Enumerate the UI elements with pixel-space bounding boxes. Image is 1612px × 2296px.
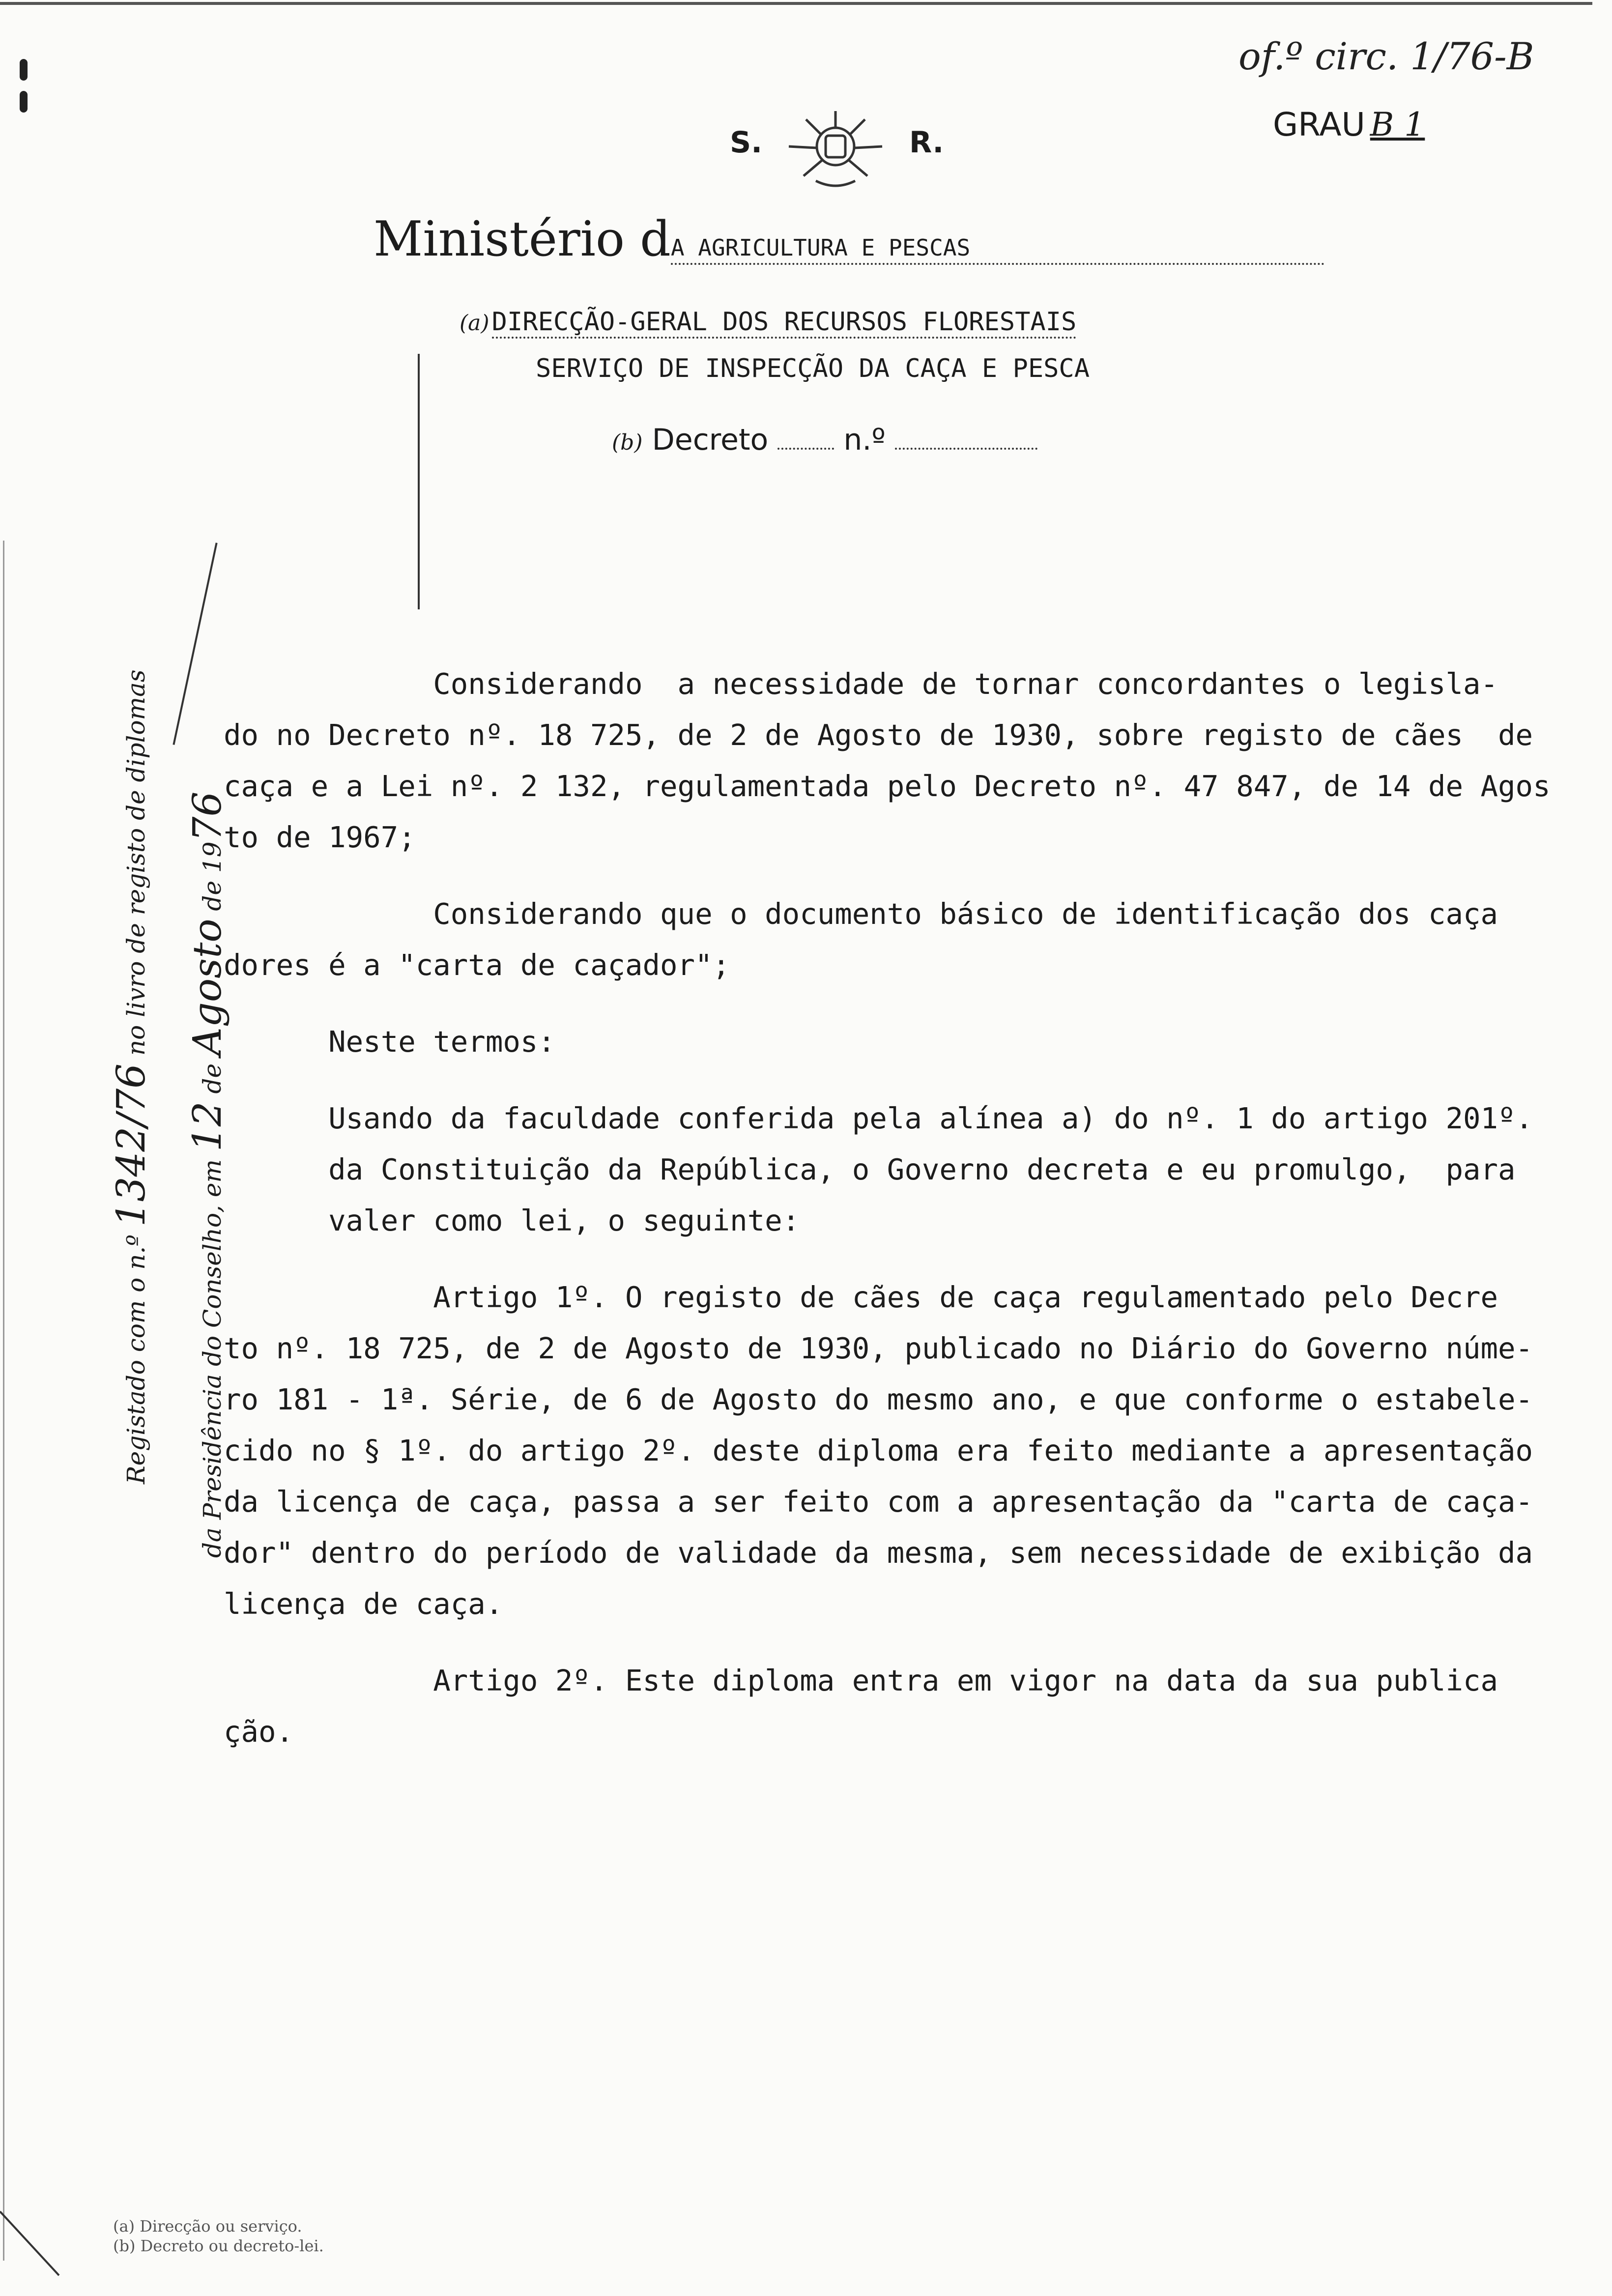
decreto-type-blank	[777, 448, 834, 450]
text-line: Artigo 2º. Este diploma entra em vigor na data da sua publica	[224, 1664, 1498, 1697]
footnote-a: (a) Direcção ou serviço.	[113, 2217, 302, 2236]
text-line: dores é a "carta de caçador";	[224, 948, 730, 982]
footnote-b: (b) Decreto ou decreto-lei.	[113, 2237, 324, 2255]
text-line: dor" dentro do período de validade da mesma, sem necessidade de exibição da	[224, 1536, 1533, 1570]
text-line: licença de caça.	[224, 1587, 503, 1621]
decree-body	[224, 659, 1590, 1757]
coat-of-arms-icon	[784, 107, 887, 191]
text-line: to nº. 18 725, de 2 de Agosto de 1930, publicado no Diário do Governo núme-	[224, 1331, 1533, 1365]
number-label: n.º	[843, 423, 886, 457]
ministry-prefix: Ministério d	[374, 211, 671, 267]
department-1: DIRECÇÃO-GERAL DOS RECURSOS FLORESTAIS	[492, 307, 1077, 339]
binding-hole	[20, 59, 28, 81]
corner-stroke	[0, 2202, 79, 2296]
text-line: da Constituição da República, o Governo decreta e eu promulgo, para	[224, 1152, 1516, 1186]
text-line: Artigo 1º. O registo de cães de caça regulamentado pelo Decre	[224, 1280, 1498, 1314]
registration-month: Agosto	[184, 918, 230, 1056]
sr-left: S.	[730, 125, 763, 160]
department-2: SERVIÇO DE INSPECÇÃO DA CAÇA E PESCA	[536, 354, 1090, 383]
left-margin-line	[3, 541, 4, 2261]
decreto-number-blank	[895, 448, 1037, 450]
grau-label: GRAU	[1273, 106, 1365, 144]
registration-year: 76	[184, 791, 230, 842]
text-line: to de 1967;	[224, 820, 416, 854]
decreto-label: Decreto	[652, 423, 769, 457]
text-line: ro 181 - 1ª. Série, de 6 de Agosto do mesmo ano, e que conforme o estabele-	[224, 1382, 1533, 1416]
binding-hole	[20, 91, 28, 113]
registration-number: 1342/76	[108, 1063, 154, 1227]
text-line: da licença de caça, passa a ser feito com a apresentação da "carta de caça-	[224, 1485, 1533, 1519]
grau-value: B 1	[1370, 106, 1425, 144]
registration-day: 12	[184, 1101, 230, 1152]
registration-line-1	[108, 670, 154, 1485]
registration-date-prefix: da Presidência do Conselho, em	[198, 1159, 227, 1558]
registration-de-2: de 19	[198, 841, 227, 911]
hand-stroke	[418, 354, 420, 609]
sr-right: R.	[909, 125, 944, 160]
hand-stroke	[173, 543, 217, 745]
registration-prefix: Registado com o n.º	[122, 1234, 150, 1484]
text-line: Neste termos:	[224, 1025, 555, 1059]
text-line: cido no § 1º. do artigo 2º. deste diploma era feito mediante a apresentação	[224, 1434, 1533, 1467]
registration-de-1: de	[198, 1063, 227, 1094]
ministry-name: A AGRICULTURA E PESCAS	[671, 234, 1324, 265]
decreto-line	[612, 423, 1037, 457]
department-line-1	[460, 307, 1076, 337]
text-line: caça e a Lei nº. 2 132, regulamentada pelo Decreto nº. 47 847, de 14 de Agos	[224, 769, 1551, 803]
text-line: valer como lei, o seguinte:	[224, 1204, 800, 1237]
text-line: ção.	[224, 1715, 294, 1749]
text-line: do no Decreto nº. 18 725, de 2 de Agosto de 1930, sobre registo de cães de	[224, 718, 1533, 752]
grau-field	[1273, 106, 1430, 144]
text-line: Considerando que o documento básico de identificação dos caça	[224, 897, 1498, 931]
text-line: Usando da faculdade conferida pela alínea a) do nº. 1 do artigo 201º.	[224, 1101, 1533, 1135]
ministry-line	[374, 211, 1324, 267]
footnote-mark-b: (b)	[612, 430, 643, 455]
registration-suffix: no livro de registo de diplomas	[122, 669, 150, 1056]
text-line: Considerando a necessidade de tornar concordantes o legisla-	[224, 667, 1498, 701]
footnotes	[113, 2216, 324, 2256]
footnote-mark-a: (a)	[460, 311, 489, 336]
handwritten-reference: of.º circ. 1/76-B	[1238, 34, 1534, 78]
top-edge-rule	[0, 2, 1592, 5]
